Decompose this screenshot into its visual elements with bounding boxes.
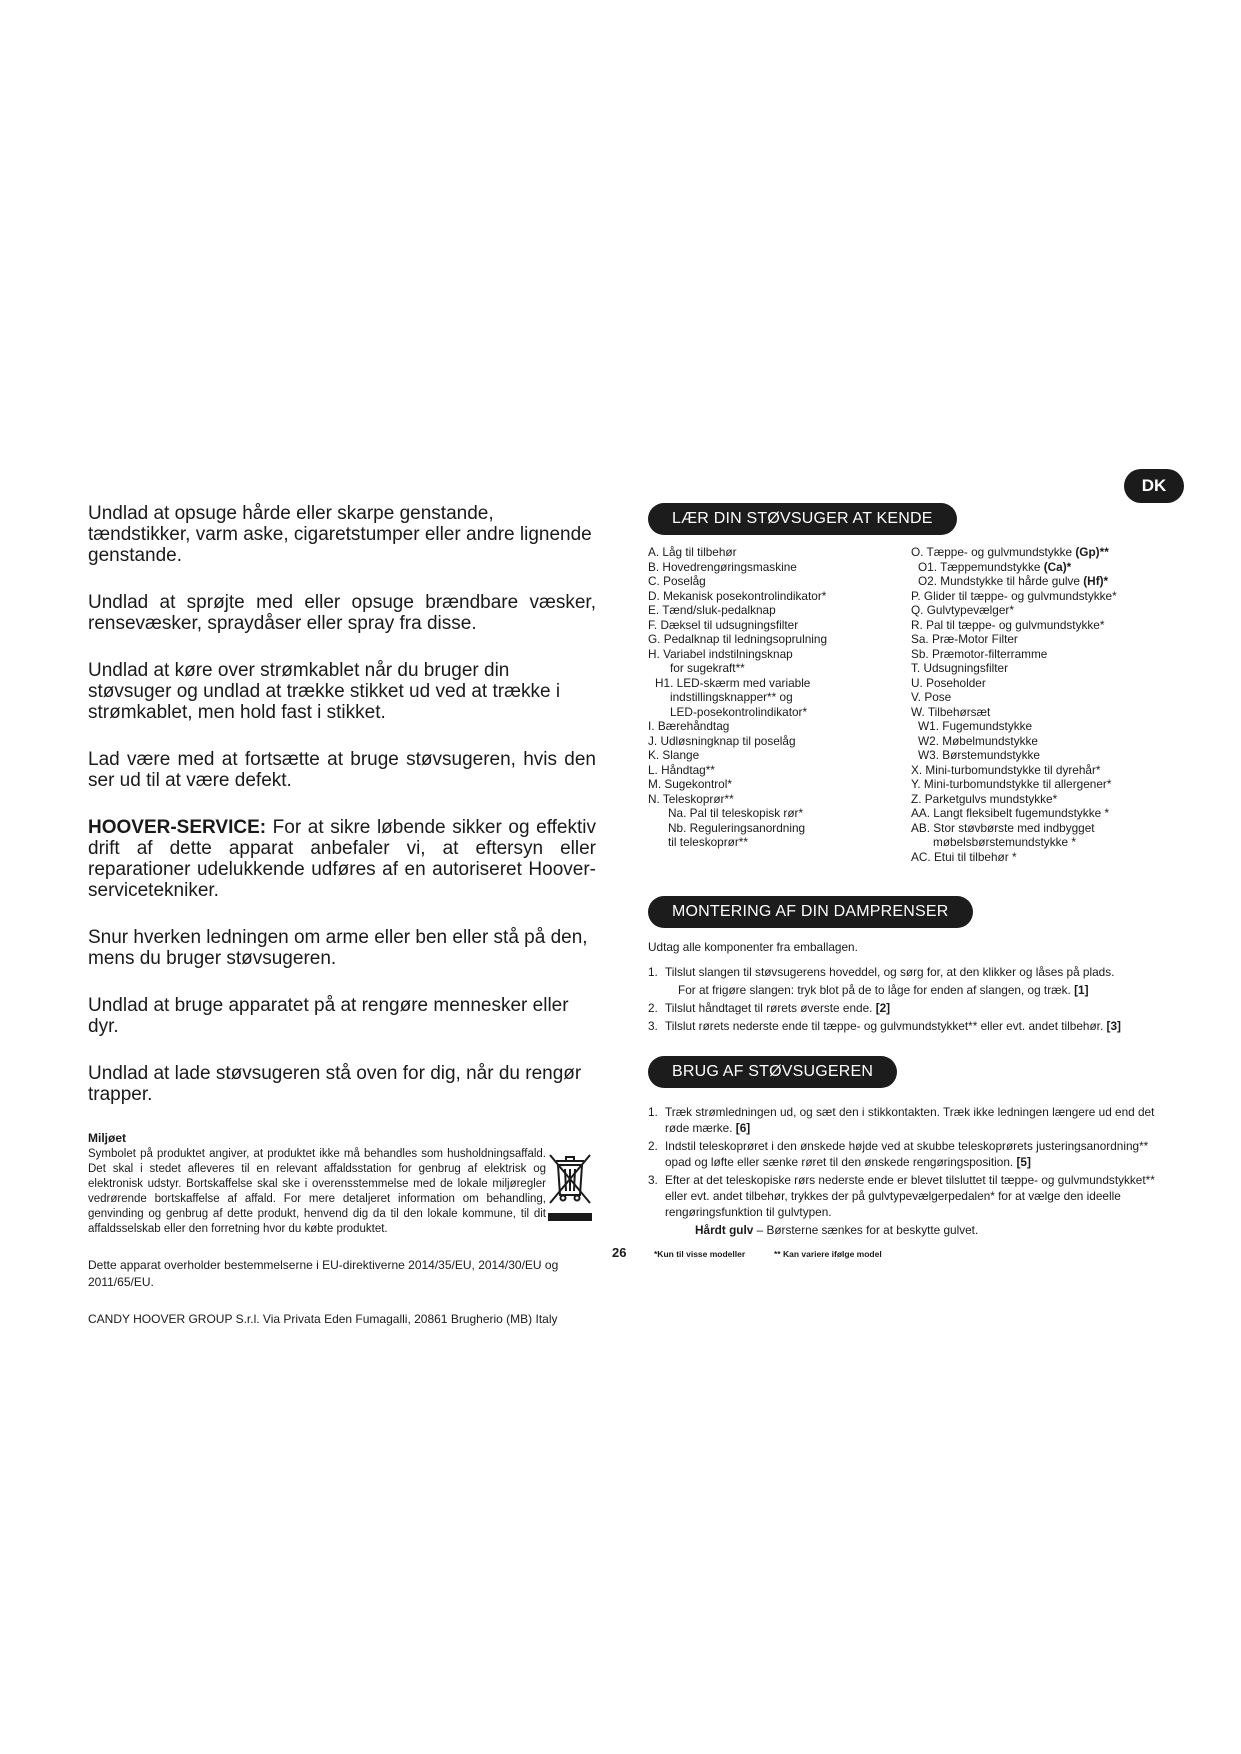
part-item: AC. Etui til tilbehør * <box>911 849 1017 864</box>
part-item: Q. Gulvtypevælger* <box>911 603 1014 617</box>
part-item: AA. Langt fleksibelt fugemundstykke * <box>911 806 1110 820</box>
step-item: For at frigøre slangen: tryk blot på de to låge for enden af slangen, og træk. [1] <box>678 983 1089 997</box>
part-item: B. Hovedrengøringsmaskine <box>648 559 797 574</box>
part-item: P. Glider til tæppe- og gulvmundstykke* <box>911 588 1117 603</box>
part-item: N. Teleskoprør** <box>648 791 734 806</box>
section-heading-usage: BRUG AF STØVSUGEREN <box>648 1056 897 1088</box>
step-item: 1. Tilslut slangen til støvsugerens hoveddel, og sørg for, at den klikker og låses på plads. <box>648 965 1115 979</box>
part-item: K. Slange <box>648 748 700 762</box>
part-item: G. Pedalknap til ledningsoprulning <box>648 632 828 646</box>
part-item: C. Poselåg <box>648 574 706 588</box>
part-item: Y. Mini-turbomundstykke til allergener* <box>911 777 1112 791</box>
safety-paragraph: Undlad at bruge apparatet på at rengøre mennesker eller dyr. <box>88 995 569 1037</box>
part-item: E. Tænd/sluk-pedalknap <box>648 603 776 617</box>
part-item: H1. LED-skærm med variable <box>655 675 811 690</box>
part-item: O. Tæppe- og gulvmundstykke (Gp)** <box>911 545 1109 559</box>
usage-section <box>648 1056 1168 1238</box>
part-item: V. Pose <box>911 690 952 704</box>
safety-paragraph: Undlad at lade støvsugeren stå oven for dig, når du rengør trapper. <box>88 1063 582 1105</box>
part-item: U. Poseholder <box>911 675 986 690</box>
parts-list-column <box>648 545 911 864</box>
step-item: 2. Tilslut håndtaget til rørets øverste ende. [2] <box>648 1001 891 1015</box>
part-item: møbelsbørstemundstykke * <box>933 835 1076 849</box>
part-item: Sa. Præ-Motor Filter <box>911 632 1018 646</box>
part-item: O2. Mundstykke til hårde gulve (Hf)* <box>918 574 1109 588</box>
hard-floor-note: Hårdt gulv – Børsterne sænkes for at beskytte gulvet. <box>695 1223 979 1237</box>
safety-paragraph: Undlad at sprøjte med eller opsuge brændbare væsker, rensevæsker, spraydåser eller spray fra disse. <box>88 592 596 634</box>
part-item: LED-posekontrolindikator* <box>670 704 808 719</box>
hoover-service-text: For at sikre løbende sikker og effektiv drift af dette apparat anbefaler vi, at eftersyn eller reparationer udelukkende udføres af en autoriseret Hoover-servicetekniker. <box>88 817 596 901</box>
step-item: 2. Indstil teleskoprøret i den ønskede højde ved at skubbe teleskoprørets justeringsanordning** opad og løfte eller sænke røret til den ønskede rengøringsposition. [5] <box>648 1139 1149 1169</box>
part-item: F. Dæksel til udsugningsfilter <box>648 617 799 632</box>
step-item: 3. Efter at det teleskopiske rørs nederste ende er blevet tilsluttet til tæppe- og gulvmundstykket** eller evt. andet tilbehør, trykkes der på gulvtypevælgerpedalen* for at vælge den ideelle rengøringsfunktion til gulvtypen. <box>648 1173 1155 1219</box>
safety-paragraph: Lad være med at fortsætte at bruge støvsugeren, hvis den ser ud til at være defekt. <box>88 749 596 791</box>
part-item: Na. Pal til teleskopisk rør* <box>668 806 804 820</box>
assembly-steps <box>648 964 1168 1034</box>
company-address: CANDY HOOVER GROUP S.r.l. Via Privata Eden Fumagalli, 20861 Brugherio (MB) Italy <box>88 1312 558 1326</box>
part-item: til teleskoprør** <box>668 835 748 849</box>
part-item: O1. Tæppemundstykke (Ca)* <box>918 559 1072 574</box>
part-item: AB. Stor støvbørste med indbygget <box>911 820 1095 835</box>
hoover-service-label: HOOVER-SERVICE: <box>88 817 267 838</box>
weee-crossed-bin-icon <box>546 1151 594 1225</box>
instructions-column <box>648 503 1168 1238</box>
part-item: for sugekraft** <box>670 661 745 675</box>
part-item: A. Låg til tilbehør <box>648 545 737 559</box>
part-item: D. Mekanisk posekontrolindikator* <box>648 588 827 603</box>
step-item: 3. Tilslut rørets nederste ende til tæppe- og gulvmundstykket** eller evt. andet tilbehør. [3] <box>648 1019 1121 1033</box>
part-item: W2. Møbelmundstykke <box>918 733 1038 748</box>
step-item: 1. Træk strømledningen ud, og sæt den i stikkontakten. Træk ikke ledningen længere ud end det røde mærke. [6] <box>648 1105 1155 1135</box>
parts-list <box>648 545 1168 864</box>
footnote-variation: ** Kan variere ifølge model <box>774 1249 882 1259</box>
part-item: L. Håndtag** <box>648 762 715 777</box>
parts-list-column <box>911 545 1168 864</box>
assembly-section <box>648 896 1168 1034</box>
environment-text: Symbolet på produktet angiver, at produktet ikke må behandles som husholdningsaffald. Det skal i stedet afleveres til en relevant affaldsstation for genbrug af elektrisk og elektronisk udstyr. Bortskaffelse skal ske i overensstemmelse med de lokale miljøregler vedrørende bortskaffelse af affald. For mere detaljeret information om behandling, genvinding og genbrug af dette produkt, henvend dig da til den lokale kommune, til dit affaldsselskab eller den forretning hvor du købte produktet. <box>88 1148 546 1235</box>
language-badge: DK <box>1124 469 1184 503</box>
environment-heading: Miljøet <box>88 1131 126 1145</box>
environment-section <box>88 1147 596 1237</box>
part-item: W1. Fugemundstykke <box>918 719 1033 733</box>
part-item: J. Udløsningknap til poselåg <box>648 733 796 748</box>
safety-column <box>88 503 596 1328</box>
usage-steps <box>648 1104 1168 1220</box>
hoover-service-paragraph <box>88 817 596 901</box>
part-item: T. Udsugningsfilter <box>911 661 1009 675</box>
part-item: H. Variabel indstilningsknap <box>648 646 793 661</box>
part-item: R. Pal til tæppe- og gulvmundstykke* <box>911 617 1105 632</box>
part-item: Z. Parketgulvs mundstykke* <box>911 791 1058 806</box>
part-item: Nb. Reguleringsanordning <box>668 820 806 835</box>
part-item: Sb. Præmotor-filterramme <box>911 646 1048 661</box>
safety-paragraph: Snur hverken ledningen om arme eller ben eller stå på den, mens du bruger støvsugeren. <box>88 927 588 969</box>
part-item: M. Sugekontrol* <box>648 777 732 791</box>
safety-paragraph: Undlad at køre over strømkablet når du bruger din støvsuger og undlad at trække stikket ud ved at trække i strømkablet, men hold fast i stikket. <box>88 660 561 723</box>
part-item: X. Mini-turbomundstykke til dyrehår* <box>911 762 1101 777</box>
section-heading-assembly: MONTERING AF DIN DAMPRENSER <box>648 896 973 928</box>
section-heading-know-vacuum: LÆR DIN STØVSUGER AT KENDE <box>648 503 957 535</box>
part-item: indstillingsknapper** og <box>670 690 793 704</box>
part-item: I. Bærehåndtag <box>648 719 730 733</box>
eu-directive-text: Dette apparat overholder bestemmelserne i EU-direktiverne 2014/35/EU, 2014/30/EU og 2011/65/EU. <box>88 1258 559 1289</box>
footnote-models: *Kun til visse modeller <box>654 1249 746 1259</box>
assembly-intro: Udtag alle komponenter fra emballagen. <box>648 940 858 954</box>
page-number: 26 <box>612 1245 627 1260</box>
safety-paragraph: Undlad at opsuge hårde eller skarpe genstande, tændstikker, varm aske, cigaretstumper eller andre lignende genstande. <box>88 503 592 566</box>
part-item: W. Tilbehørsæt <box>911 704 991 719</box>
part-item: W3. Børstemundstykke <box>918 748 1040 762</box>
